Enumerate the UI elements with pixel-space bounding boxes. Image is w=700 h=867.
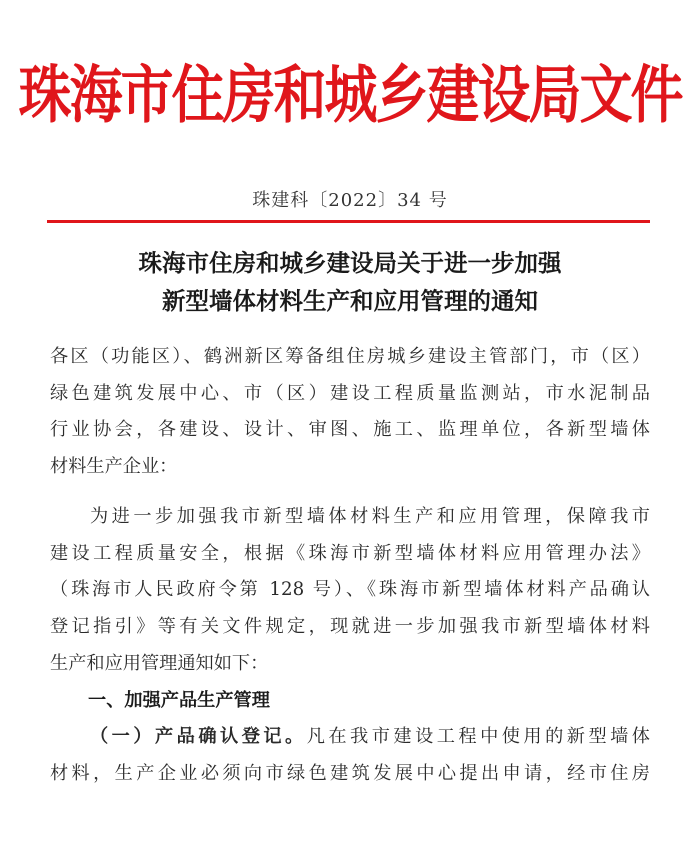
addressee-line: 材料生产企业： — [50, 456, 178, 478]
addressee-line: 行业协会，各建设、设计、审图、施工、监理单位，各新型墙体 — [50, 419, 650, 441]
document-number: 珠建科〔2022〕34 号 — [252, 190, 448, 211]
intro-line: 生产和应用管理通知如下： — [50, 652, 269, 674]
addressee-paragraph — [50, 339, 650, 486]
intro-line: 建设工程质量安全，根据《珠海市新型墙体材料应用管理办法》 — [50, 542, 650, 564]
intro-line: 为进一步加强我市新型墙体材料生产和应用管理，保障我市 — [90, 506, 650, 527]
masthead-title: 珠海市住房和城乡建设局文件 — [18, 58, 682, 132]
section-heading-1: 一、加强产品生产管理 — [88, 690, 270, 711]
red-divider-line — [47, 220, 650, 223]
addressee-line: 各区（功能区）、鹤洲新区筹备组住房城乡建设主管部门，市（区） — [50, 346, 650, 367]
intro-line: 登记指引》等有关文件规定，现就进一步加强我市新型墙体材料 — [50, 616, 650, 638]
item-1-paragraph — [50, 719, 650, 792]
item-1-text: 凡在我市建设工程中使用的新型墙体 — [306, 726, 650, 747]
notice-title-line-1: 珠海市住房和城乡建设局关于进一步加强 — [138, 249, 562, 277]
addressee-line: 绿色建筑发展中心、市（区）建设工程质量监测站，市水泥制品 — [50, 382, 650, 404]
notice-title — [0, 244, 700, 320]
item-1-line-1 — [50, 719, 650, 756]
intro-line: （珠海市人民政府令第 128 号）、《珠海市新型墙体材料产品确认 — [50, 579, 650, 601]
intro-paragraph — [50, 499, 650, 682]
item-1-label: （一）产品确认登记。 — [90, 726, 307, 747]
item-1-line-2: 材料，生产企业必须向市绿色建筑发展中心提出申请，经市住房 — [50, 762, 650, 784]
notice-title-line-2: 新型墙体材料生产和应用管理的通知 — [162, 287, 538, 315]
